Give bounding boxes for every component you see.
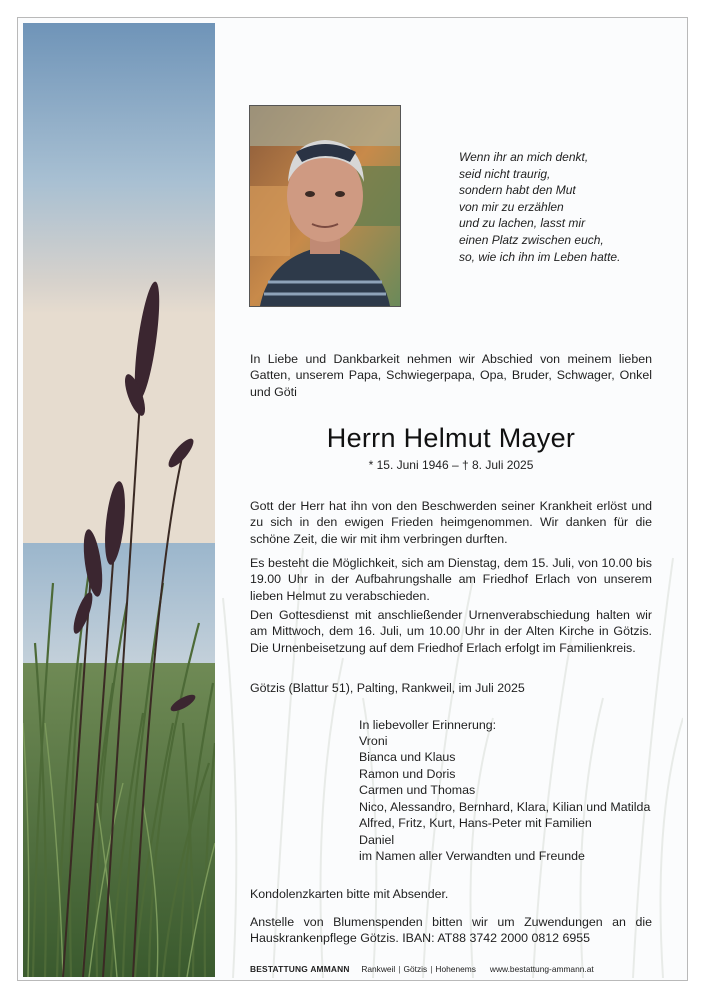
obituary-card: Wenn ihr an mich denkt, seid nicht traurig, sondern habt den Mut von mir zu erzählen und zu lachen, lasst mir einen Platz zwischen euch, so, wie ich ihn im Leben hatte. In Liebe und Dankbarkeit nehmen wir Abschied von meinem lieben Gatten, unserem Papa, Schwiegerpapa, Opa, Bruder, Schwager, Onkel und Göti Herrn Helmut Mayer * 15. Juni 1946 – † 8. Juli 2025 Gott der Herr hat ihn von den Beschwerden seiner Krankheit erlöst und zu sich in den ewigen Frieden heimgenommen. Wir danken für die schöne Zeit, die wir mit ihm verbringen durften. Es besteht die Möglichkeit, sich am Dienstag, dem 15. Juli, von 10.00 bis 19.00 Uhr in der Aufbahrungshalle am Friedhof Erlach von unserem lieben Helmut zu verabschieden. Den Gottesdienst mit anschließender Urnenverabschiedung halten wir am Mittwoch, dem 16. Juli, um 10.00 Uhr in der Alten Kirche in Götzis. Die Urnenbeisetzung auf dem Friedhof Erlach erfolgt im Familienkreis. Götzis (Blattur 51), Palting, Rankweil, im Juli 2025 In liebevoller Erinnerung: Vroni Bianca und Klaus Ramon und Doris Carmen und Thomas Nico, Alessandro, Bernhard, Klara, Kilian und Matilda Alfred, Fritz, Kurt, Hans-Peter mit Familien Daniel im Namen aller Verwandten und Freunde Kondolenzkarten bitte mit Absender. Anstelle von Blumenspenden bitten wir um Zuwendungen an die Hauskrankenpflege Götzis. IBAN: AT88 3742 2000 0812 6955 BESTATTUNG AMMANN Rankweil | Götzis | Hohenems www.bestattung-ammann.at bbox=[17, 17, 688, 981]
poem-line: einen Platz zwischen euch, bbox=[459, 232, 604, 247]
location: Rankweil bbox=[361, 964, 396, 974]
family-names: Daniel bbox=[359, 833, 395, 847]
company-name-b: AMMANN bbox=[310, 964, 350, 974]
deceased-name: Herrn Helmut Mayer bbox=[326, 423, 576, 453]
condolence-note: Kondolenzkarten bitte mit Absender. bbox=[250, 887, 449, 901]
paragraph-viewing: Es besteht die Möglichkeit, sich am Dienstag, dem 15. Juli, von 10.00 bis 19.00 Uhr in der Aufbahrungshalle am Friedhof Erlach von unserem lieben Helmut zu verabschieden. bbox=[250, 556, 652, 603]
family-names: Bianca und Klaus bbox=[359, 750, 456, 764]
place-date: Götzis (Blattur 51), Palting, Rankweil, im Juli 2025 bbox=[250, 681, 525, 695]
location: Hohenems bbox=[435, 964, 476, 974]
family-names: Vroni bbox=[359, 734, 388, 748]
family-names: im Namen aller Verwandten und Freunde bbox=[359, 849, 585, 863]
paragraph-farewell: Gott der Herr hat ihn von den Beschwerden seiner Krankheit erlöst und zu sich in den ewigen Frieden heimgenommen. Wir danken für die schöne Zeit, die wir mit ihm verbringen durften. bbox=[250, 499, 652, 546]
seaside-grass-image bbox=[23, 23, 215, 977]
funeral-home-footer: BESTATTUNG AMMANN Rankweil | Götzis | Hohenems www.bestattung-ammann.at bbox=[250, 964, 594, 974]
family-names: Nico, Alessandro, Bernhard, Klara, Kilian und Matilda bbox=[359, 800, 651, 814]
family-names: Ramon und Doris bbox=[359, 767, 456, 781]
poem-line: von mir zu erzählen bbox=[459, 199, 564, 214]
life-dates: * 15. Juni 1946 – † 8. Juli 2025 bbox=[368, 458, 534, 472]
website-link[interactable]: www.bestattung-ammann.at bbox=[489, 964, 594, 974]
poem-line: und zu lachen, lasst mir bbox=[459, 216, 586, 231]
memorial-poem bbox=[459, 149, 679, 265]
family-names: Carmen und Thomas bbox=[359, 783, 476, 797]
portrait-photo bbox=[249, 105, 401, 307]
poem-line: sondern habt den Mut bbox=[459, 183, 576, 198]
paragraph-service: Den Gottesdienst mit anschließender Urnenverabschiedung halten wir am Mittwoch, dem 16. Juli, um 10.00 Uhr in der Alten Kirche in Götzis. Die Urnenbeisetzung auf dem Friedhof Erlach erfolgt im Familienkreis. bbox=[250, 608, 652, 655]
poem-line: so, wie ich ihn im Leben hatte. bbox=[459, 249, 621, 264]
company-name-a: BESTATTUNG bbox=[250, 964, 308, 974]
location: Götzis bbox=[403, 964, 428, 974]
family-names: Alfred, Fritz, Kurt, Hans-Peter mit Familien bbox=[359, 816, 592, 830]
poem-line: Wenn ihr an mich denkt, bbox=[459, 150, 589, 164]
intro-text: In Liebe und Dankbarkeit nehmen wir Abschied von meinem lieben Gatten, unserem Papa, Schwiegerpapa, Opa, Bruder, Schwager, Onkel und Göti bbox=[250, 352, 652, 399]
poem-line: seid nicht traurig, bbox=[459, 166, 551, 181]
donation-note: Anstelle von Blumenspenden bitten wir um Zuwendungen an die Hauskrankenpflege Götzis. IBAN: AT88 3742 2000 0812 6955 bbox=[250, 915, 652, 946]
